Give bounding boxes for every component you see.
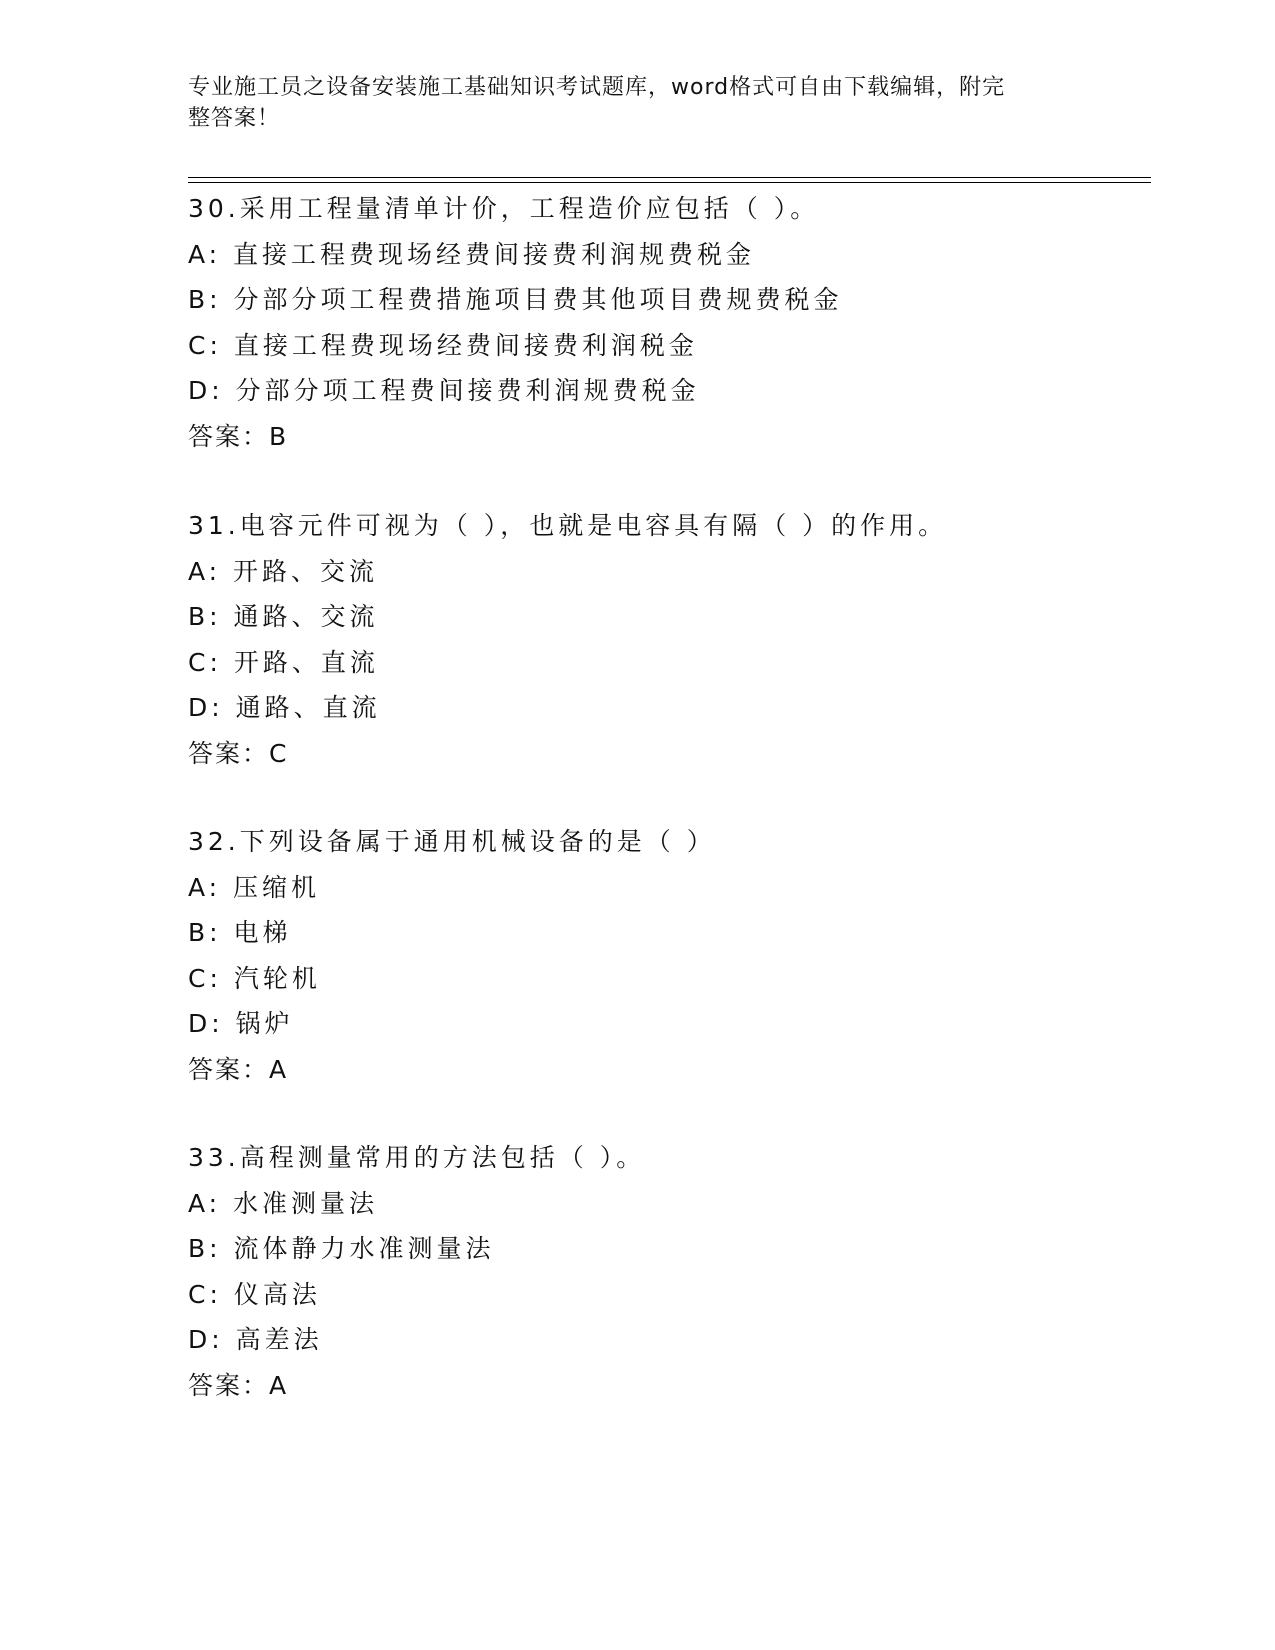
option-b: B: 分部分项工程费措施项目费其他项目费规费税金 [188,285,843,314]
option-d: D: 锅炉 [188,1009,294,1038]
question-stem: 31.电容元件可视为（ ），也就是电容具有隔（ ）的作用。 [188,511,948,540]
question-block-32 [188,819,1148,1092]
header-divider-bottom [188,182,1151,183]
option-a: A: 水准测量法 [188,1188,379,1218]
question-block-30 [188,186,1148,459]
option-d: D: 高差法 [188,1325,323,1354]
option-c: C: 仪高法 [188,1279,321,1309]
option-c: C: 开路、直流 [188,647,379,677]
option-a: A: 直接工程费现场经费间接费利润规费税金 [188,239,756,269]
header-line-1: 专业施工员之设备安装施工基础知识考试题库，word格式可自由下载编辑，附完 [188,75,1006,100]
option-b: B: 流体静力水准测量法 [188,1234,495,1263]
answer-label: 答案：C [188,738,289,768]
option-b: B: 电梯 [188,918,292,947]
question-stem: 32.下列设备属于通用机械设备的是（ ） [188,827,716,856]
option-d: D: 通路、直流 [188,693,381,722]
option-b: B: 通路、交流 [188,602,379,631]
header-line-2: 整答案！ [188,106,281,131]
answer-label: 答案：A [188,1054,289,1084]
option-c: C: 直接工程费现场经费间接费利润税金 [188,330,698,360]
answer-label: 答案：B [188,421,289,451]
question-block-33 [188,1135,1148,1408]
option-a: A: 压缩机 [188,872,321,902]
document-header [188,72,1088,134]
option-a: A: 开路、交流 [188,556,379,586]
option-c: C: 汽轮机 [188,963,321,993]
question-stem: 33.高程测量常用的方法包括（ ）。 [188,1143,646,1172]
header-divider-top [188,177,1151,178]
question-stem: 30.采用工程量清单计价，工程造价应包括（ ）。 [188,194,820,223]
option-d: D: 分部分项工程费间接费利润规费税金 [188,376,700,405]
question-block-31 [188,503,1148,776]
answer-label: 答案：A [188,1370,289,1400]
